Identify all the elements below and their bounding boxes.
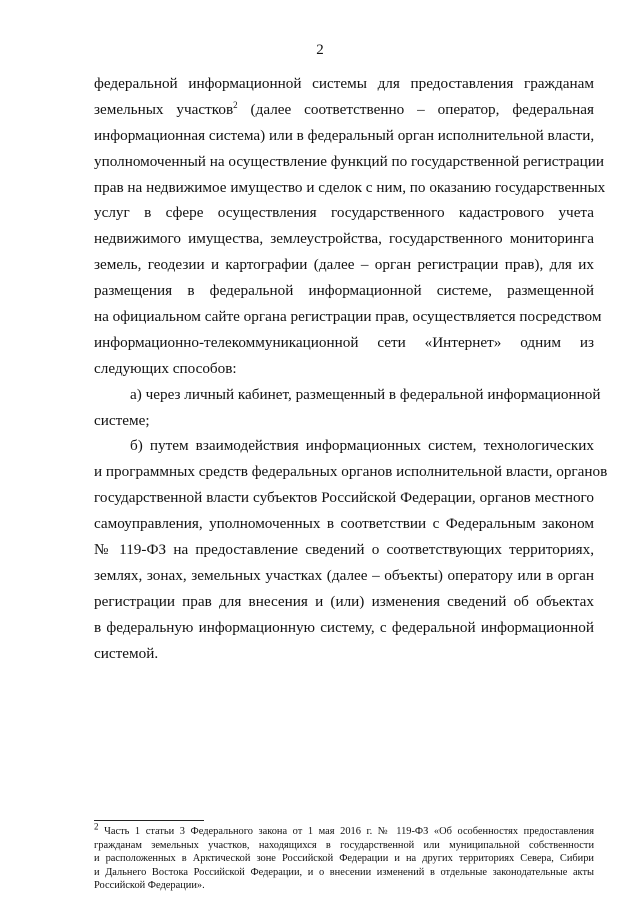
- text-line: недвижимого имущества, землеустройства, государственного мониторинга: [94, 230, 594, 248]
- text-line: уполномоченный на осуществление функций по государственной регистрации: [94, 152, 605, 170]
- footnote-line: и расположенных в Арктической зоне Российской Федерации и на других территориях Севера, Сибири: [94, 853, 594, 864]
- text-line: № 119-ФЗ на предоставление сведений о соответствующих территориях,: [94, 541, 594, 559]
- text-line: на официальном сайте органа регистрации прав, осуществляется посредством: [94, 308, 602, 326]
- text-line: системе;: [94, 411, 150, 429]
- text-line: и программных средств федеральных органов исполнительной власти, органов: [94, 463, 608, 481]
- text-line: следующих способов:: [94, 359, 237, 377]
- page-number: 2: [316, 42, 324, 58]
- footnote-marker: 2: [94, 821, 99, 832]
- footnote-reference: 2: [233, 99, 238, 110]
- text-line: [94, 97, 594, 123]
- text-fragment: Часть 1 статьи 3 Федерального закона от 1 мая 2016 г. № 119-ФЗ «Об особенностях предоставления: [104, 826, 594, 837]
- footnote-line: Российской Федерации».: [94, 880, 205, 891]
- text-line: а) через личный кабинет, размещенный в федеральной информационной: [130, 385, 601, 403]
- text-line: информационно-телекоммуникационной сети «Интернет» одним из: [94, 333, 594, 351]
- text-line: б) путем взаимодействия информационных систем, технологических: [130, 437, 594, 455]
- footnote-separator: [94, 820, 204, 821]
- text-line: услуг в сфере осуществления государственного кадастрового учета: [94, 204, 594, 222]
- text-line: регистрации прав для внесения и (или) изменения сведений об объектах: [94, 592, 594, 610]
- text-line: земель, геодезии и картографии (далее – орган регистрации прав), для их: [94, 256, 594, 274]
- text-line: самоуправления, уполномоченных в соответствии с Федеральным законом: [94, 515, 594, 533]
- footnote: [94, 821, 594, 893]
- text-line: в федеральную информационную систему, с федеральной информационной: [94, 618, 594, 636]
- text-line: системой.: [94, 644, 159, 662]
- document-body: [94, 71, 608, 666]
- text-line: землях, зонах, земельных участках (далее – объекты) оператору или в орган: [94, 566, 594, 584]
- footnote-line: и Дальнего Востока Российской Федерации, и о внесении изменений в отдельные законодательные акты: [94, 866, 594, 878]
- text-line: федеральной информационной системы для предоставления гражданам: [94, 75, 594, 92]
- text-line: государственной власти субъектов Российской Федерации, органов местного: [94, 489, 594, 507]
- text-line: размещения в федеральной информационной системе, размещенной: [94, 282, 594, 300]
- text-fragment: земельных участков: [94, 100, 234, 118]
- footnote-line: [94, 821, 594, 839]
- footnote-line: гражданам земельных участков, находящихся в государственной или муниципальной собственности: [94, 839, 594, 851]
- text-fragment: (далее соответственно – оператор, федеральная: [250, 100, 594, 118]
- text-line: информационная система) или в федеральный орган исполнительной власти,: [94, 126, 595, 144]
- text-line: прав на недвижимое имущество и сделок с ним, по оказанию государственных: [94, 178, 606, 196]
